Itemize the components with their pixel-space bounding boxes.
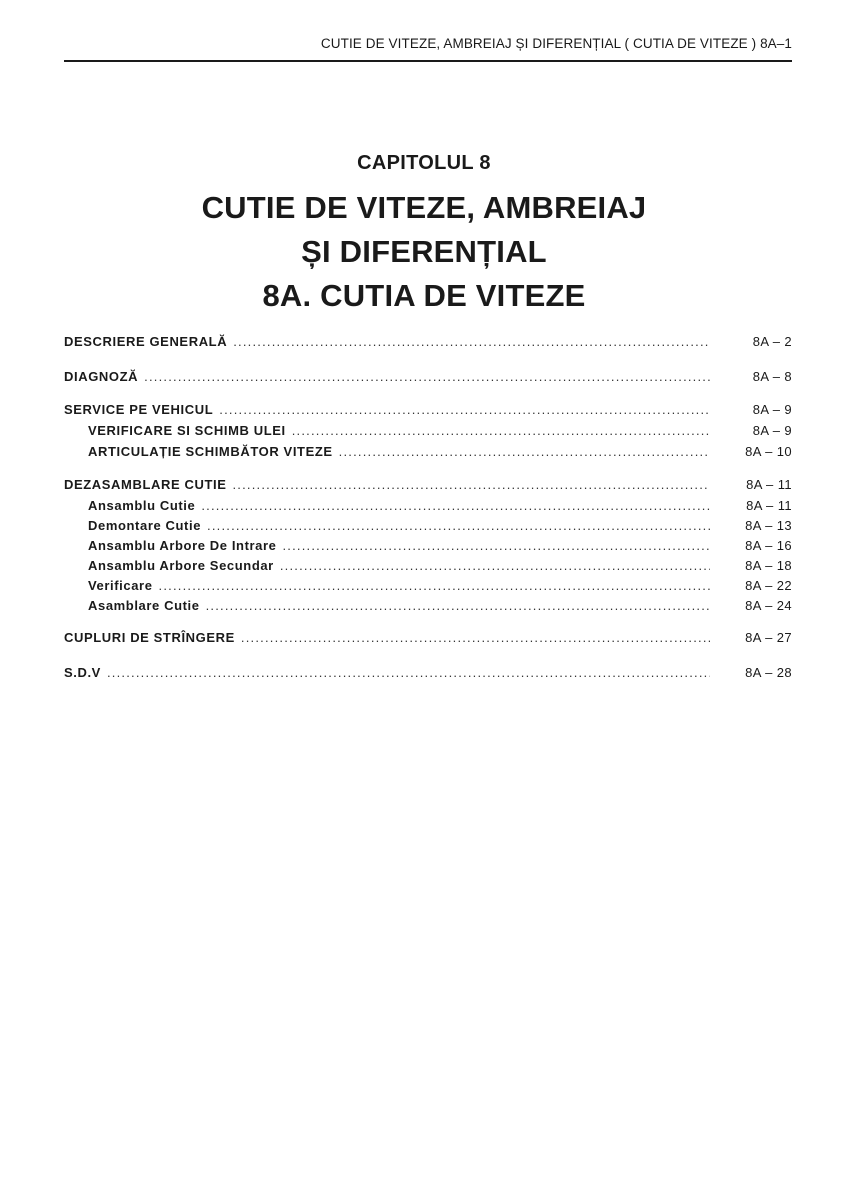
toc-entry-service-pe-vehicul[interactable] [64,402,792,420]
toc-dot-leader [144,369,710,384]
toc-entry-sdv[interactable] [64,665,792,683]
toc-dot-leader [283,538,711,553]
toc-entry-label: Asamblare Cutie [88,598,200,613]
toc-entry-label: VERIFICARE SI SCHIMB ULEI [88,423,286,438]
header-rule [64,60,792,62]
toc-entry-diagnoza[interactable] [64,369,792,387]
toc-entry-page: 8A – 18 [745,558,792,573]
toc-entry-label: SERVICE PE VEHICUL [64,402,214,417]
toc-entry-label: S.D.V [64,665,101,680]
toc-entry-page: 8A – 9 [752,402,792,417]
toc-dot-leader [207,518,710,533]
toc-entry-label: Verificare [88,578,153,593]
toc-entry-page: 8A – 24 [745,598,792,613]
toc-entry-ansamblu-arbore-secundar[interactable] [88,558,792,576]
toc-entry-page: 8A – 22 [745,578,792,593]
toc-entry-page: 8A – 2 [752,334,792,349]
toc-entry-label: DEZASAMBLARE CUTIE [64,477,227,492]
toc-entry-label: Ansamblu Arbore Secundar [88,558,274,573]
toc-entry-page: 8A – 16 [745,538,792,553]
toc-entry-page: 8A – 8 [752,369,792,384]
chapter-label: CAPITOLUL 8 [357,152,491,174]
toc-entry-asamblare-cutie[interactable] [88,598,792,616]
toc-entry-demontare-cutie[interactable] [88,518,792,536]
toc-entry-verificare[interactable] [88,578,792,596]
toc-entry-page: 8A – 11 [746,498,792,513]
toc-entry-page: 8A – 28 [745,665,792,680]
toc-entry-label: Ansamblu Arbore De Intrare [88,538,277,553]
toc-entry-page: 8A – 11 [746,477,792,492]
toc-dot-leader [233,334,710,349]
toc-entry-label: DESCRIERE GENERALĂ [64,334,228,349]
toc-entry-cupluri-de-stringere[interactable] [64,630,792,648]
toc-dot-leader [206,598,710,613]
toc-dot-leader [241,630,710,645]
title-line-2: ȘI DIFERENȚIAL [301,234,547,269]
toc-entry-ansamblu-cutie[interactable] [88,498,792,516]
toc-entry-label: Demontare Cutie [88,518,202,533]
toc-entry-page: 8A – 9 [752,423,792,438]
toc-entry-label: CUPLURI DE STRÎNGERE [64,630,235,645]
toc-dot-leader [339,444,710,459]
toc-entry-label: Ansamblu Cutie [88,498,196,513]
toc-entry-page: 8A – 10 [745,444,792,459]
toc-entry-page: 8A – 27 [745,630,792,645]
toc-entry-verificare-si-schimb-ulei[interactable] [88,423,792,441]
running-header: CUTIE DE VITEZE, AMBREIAJ ȘI DIFERENȚIAL ( CUTIA DE VITEZE ) 8A–1 [320,36,792,51]
toc-entry-ansamblu-arbore-de-intrare[interactable] [88,538,792,556]
toc-dot-leader [201,498,710,513]
toc-entry-label: ARTICULAȚIE SCHIMBĂTOR VITEZE [88,444,333,459]
title-line-1: CUTIE DE VITEZE, AMBREIAJ [201,190,647,225]
toc-dot-leader [280,558,710,573]
toc-dot-leader [107,665,710,680]
toc-entry-page: 8A – 13 [745,518,792,533]
toc-entry-label: DIAGNOZĂ [64,369,139,384]
toc-dot-leader [232,477,710,492]
toc-dot-leader [292,423,710,438]
toc-entry-dezasamblare-cutie[interactable] [64,477,792,495]
toc-entry-descriere-generala[interactable] [64,334,792,352]
toc-dot-leader [219,402,710,417]
toc-entry-articulatie-schimbator-viteze[interactable] [88,444,792,462]
toc-dot-leader [159,578,710,593]
title-line-3: 8A. CUTIA DE VITEZE [262,278,586,313]
